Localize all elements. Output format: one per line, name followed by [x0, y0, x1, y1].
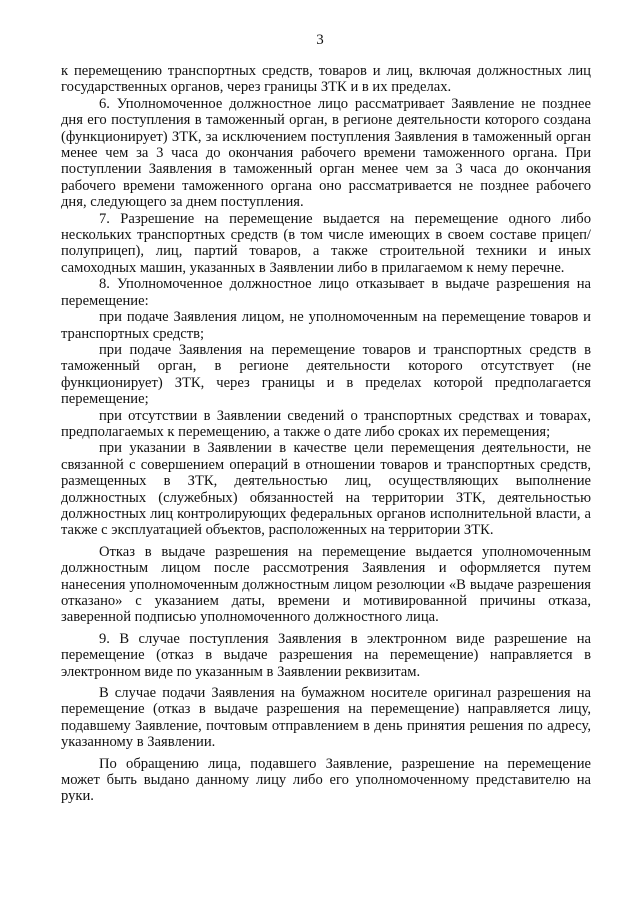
paragraph-item-7: 7. Разрешение на перемещение выдается на перемещение одного либо нескольких транспортных средств (в том числе имеющих в своем составе прицеп/полуприцеп), лиц, партий товаров, а также строительной техники и иных самоходных машин, указанных в Заявлении либо в прилагаемом к нему перечне.	[61, 210, 591, 276]
paragraph-item-6: 6. Уполномоченное должностное лицо рассматривает Заявление не позднее дня его поступления в таможенный орган, в регионе деятельности которого создана (функционирует) ЗТК, за исключением поступления Заявления в таможенный орган менее чем за 3 часа до окончания рабочего времени таможенного органа. При поступлении Заявления в таможенный орган менее чем за 3 часа до окончания рабочего времени таможенного органа оно рассматривается не позднее рабочего дня, следующего за днем поступления.	[61, 95, 591, 211]
refusal-reason-unrelated-purpose: при указании в Заявлении в качестве цели перемещения деятельности, не связанной с совершением операций в отношении товаров и транспортных средств, размещенных в ЗТК, деятельностью лиц, осуществляющих выполнение должностных (служебных) обязанностей на территории ЗТК, деятельностью должностных лиц контролирующих федеральных органов исполнительной власти, а также с эксплуатацией объектов, расположенных на территории ЗТК.	[61, 440, 591, 539]
refusal-reason-missing-info: при отсутствии в Заявлении сведений о транспортных средствах и товарах, предполагаемых к перемещению, а также о дате либо сроках их перемещения;	[61, 407, 591, 440]
refusal-reason-wrong-customs-body: при подаче Заявления на перемещение товаров и транспортных средств в таможенный орган, в регионе деятельности которого отсутствует (не функционирует) ЗТК, через границы и в пределах которой предполагается перемещение;	[61, 341, 591, 408]
paragraph-in-person-delivery: По обращению лица, подавшего Заявление, разрешение на перемещение может быть выдано данному лицу либо его уполномоченному представителю на руки.	[61, 755, 591, 805]
paragraph-item-9: 9. В случае поступления Заявления в электронном виде разрешение на перемещение (отказ в выдаче разрешения на перемещение) направляется в электронном виде по указанным в Заявлении реквизитам.	[61, 630, 591, 680]
page-number: 3	[316, 32, 324, 48]
paragraph-refusal-procedure: Отказ в выдаче разрешения на перемещение выдается уполномоченным должностным лицом после рассмотрения Заявления и оформляется путем нанесения уполномоченным должностным лицом резолюции «В выдаче разрешения отказано» с указанием даты, времени и мотивированной причины отказа, заверенной подписью уполномоченного должностного лица.	[61, 543, 591, 626]
refusal-reason-unauthorized: при подаче Заявления лицом, не уполномоченным на перемещение товаров и транспортных средств;	[61, 309, 591, 342]
paragraph-item-8: 8. Уполномоченное должностное лицо отказывает в выдаче разрешения на перемещение:	[61, 276, 591, 309]
paragraph-continuation: к перемещению транспортных средств, товаров и лиц, включая должностных лиц государственных органов, через границы ЗТК и в их пределах.	[61, 63, 591, 96]
paragraph-paper-submission: В случае подачи Заявления на бумажном носителе оригинал разрешения на перемещение (отказ в выдаче разрешения на перемещение) направляется лицу, подавшему Заявление, почтовым отправлением в день принятия решения по адресу, указанному в Заявлении.	[61, 685, 591, 751]
document-body	[61, 63, 591, 805]
